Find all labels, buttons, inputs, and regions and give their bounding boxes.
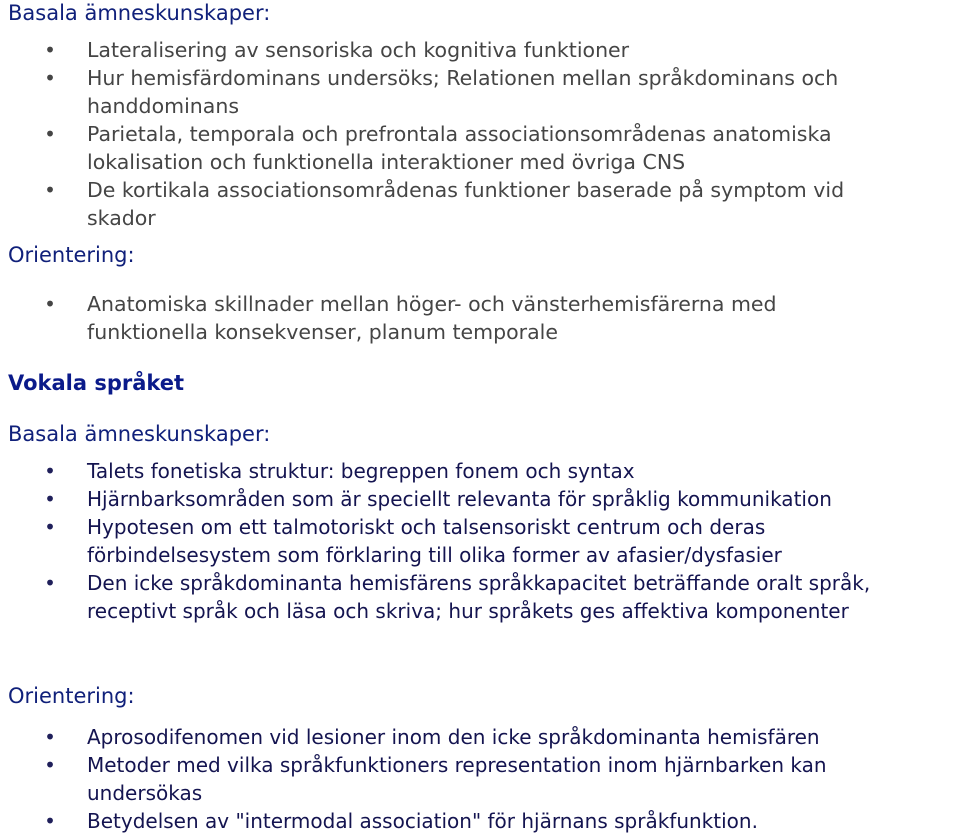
list-item-text: Parietala, temporala och prefrontala associationsområdenas anatomiska: [87, 122, 832, 146]
list-item: [0, 120, 844, 176]
list-item-text: De kortikala associationsområdenas funktioner baserade på symptom vid: [87, 178, 845, 202]
section-title-vokala-spraket: Vokala språket: [8, 371, 185, 395]
list-item-text: Aprosodifenomen vid lesioner inom den icke språkdominanta hemisfären: [87, 725, 820, 749]
list-item: [0, 513, 870, 569]
list-item: [0, 807, 827, 835]
list-item-text: Den icke språkdominanta hemisfärens språkkapacitet beträffande oralt språk,: [87, 571, 871, 595]
section-heading-orientering-2: Orientering:: [8, 684, 135, 708]
list-item-text: Hypotesen om ett talmotoriskt och talsensoriskt centrum och deras: [87, 515, 766, 539]
list-item: [0, 176, 844, 232]
list-item-text: Metoder med vilka språkfunktioners representation inom hjärnbarken kan: [87, 753, 827, 777]
bullet-icon: •: [44, 122, 56, 146]
bullet-list-orientering-2: [0, 723, 827, 835]
bullet-list-orientering-1: [0, 290, 777, 346]
bullet-icon: •: [44, 753, 56, 777]
list-item-text: Betydelsen av "intermodal association" för hjärnans språkfunktion.: [87, 809, 758, 833]
section-heading-basala-1: Basala ämneskunskaper:: [8, 1, 271, 25]
list-item: [0, 723, 827, 751]
bullet-icon: •: [44, 38, 56, 62]
list-item-text: Talets fonetiska struktur: begreppen fonem och syntax: [87, 459, 635, 483]
list-item-text: Hur hemisfärdominans undersöks; Relationen mellan språkdominans och: [87, 66, 839, 90]
list-item-text: Lateralisering av sensoriska och kognitiva funktioner: [87, 38, 630, 62]
list-item: [0, 569, 870, 625]
bullet-icon: •: [44, 515, 56, 539]
list-item-text-continued: funktionella konsekvenser, planum temporale: [87, 320, 558, 344]
bullet-icon: •: [44, 487, 56, 511]
section-heading-basala-2: Basala ämneskunskaper:: [8, 422, 271, 446]
list-item-text-continued: skador: [87, 206, 156, 230]
list-item-text-continued: lokalisation och funktionella interaktioner med övriga CNS: [87, 150, 686, 174]
bullet-list-basala-1: [0, 36, 844, 232]
bullet-icon: •: [44, 809, 56, 833]
list-item-text-continued: receptivt språk och läsa och skriva; hur språkets ges affektiva komponenter: [87, 599, 849, 623]
bullet-icon: •: [44, 178, 56, 202]
bullet-icon: •: [44, 725, 56, 749]
list-item-text-continued: handdominans: [87, 94, 240, 118]
list-item: [0, 457, 870, 485]
section-heading-orientering-1: Orientering:: [8, 243, 135, 267]
list-item: [0, 751, 827, 807]
list-item: [0, 36, 844, 64]
bullet-icon: •: [44, 571, 56, 595]
bullet-icon: •: [44, 66, 56, 90]
bullet-list-basala-2: [0, 457, 870, 625]
list-item-text-continued: undersökas: [87, 781, 203, 805]
list-item-text: Anatomiska skillnader mellan höger- och vänsterhemisfärerna med: [87, 292, 777, 316]
bullet-icon: •: [44, 459, 56, 483]
list-item-text: Hjärnbarksområden som är speciellt relevanta för språklig kommunikation: [87, 487, 832, 511]
list-item: [0, 485, 870, 513]
list-item-text-continued: förbindelsesystem som förklaring till olika former av afasier/dysfasier: [87, 543, 782, 567]
list-item: [0, 64, 844, 120]
bullet-icon: •: [44, 292, 56, 316]
list-item: [0, 290, 777, 346]
